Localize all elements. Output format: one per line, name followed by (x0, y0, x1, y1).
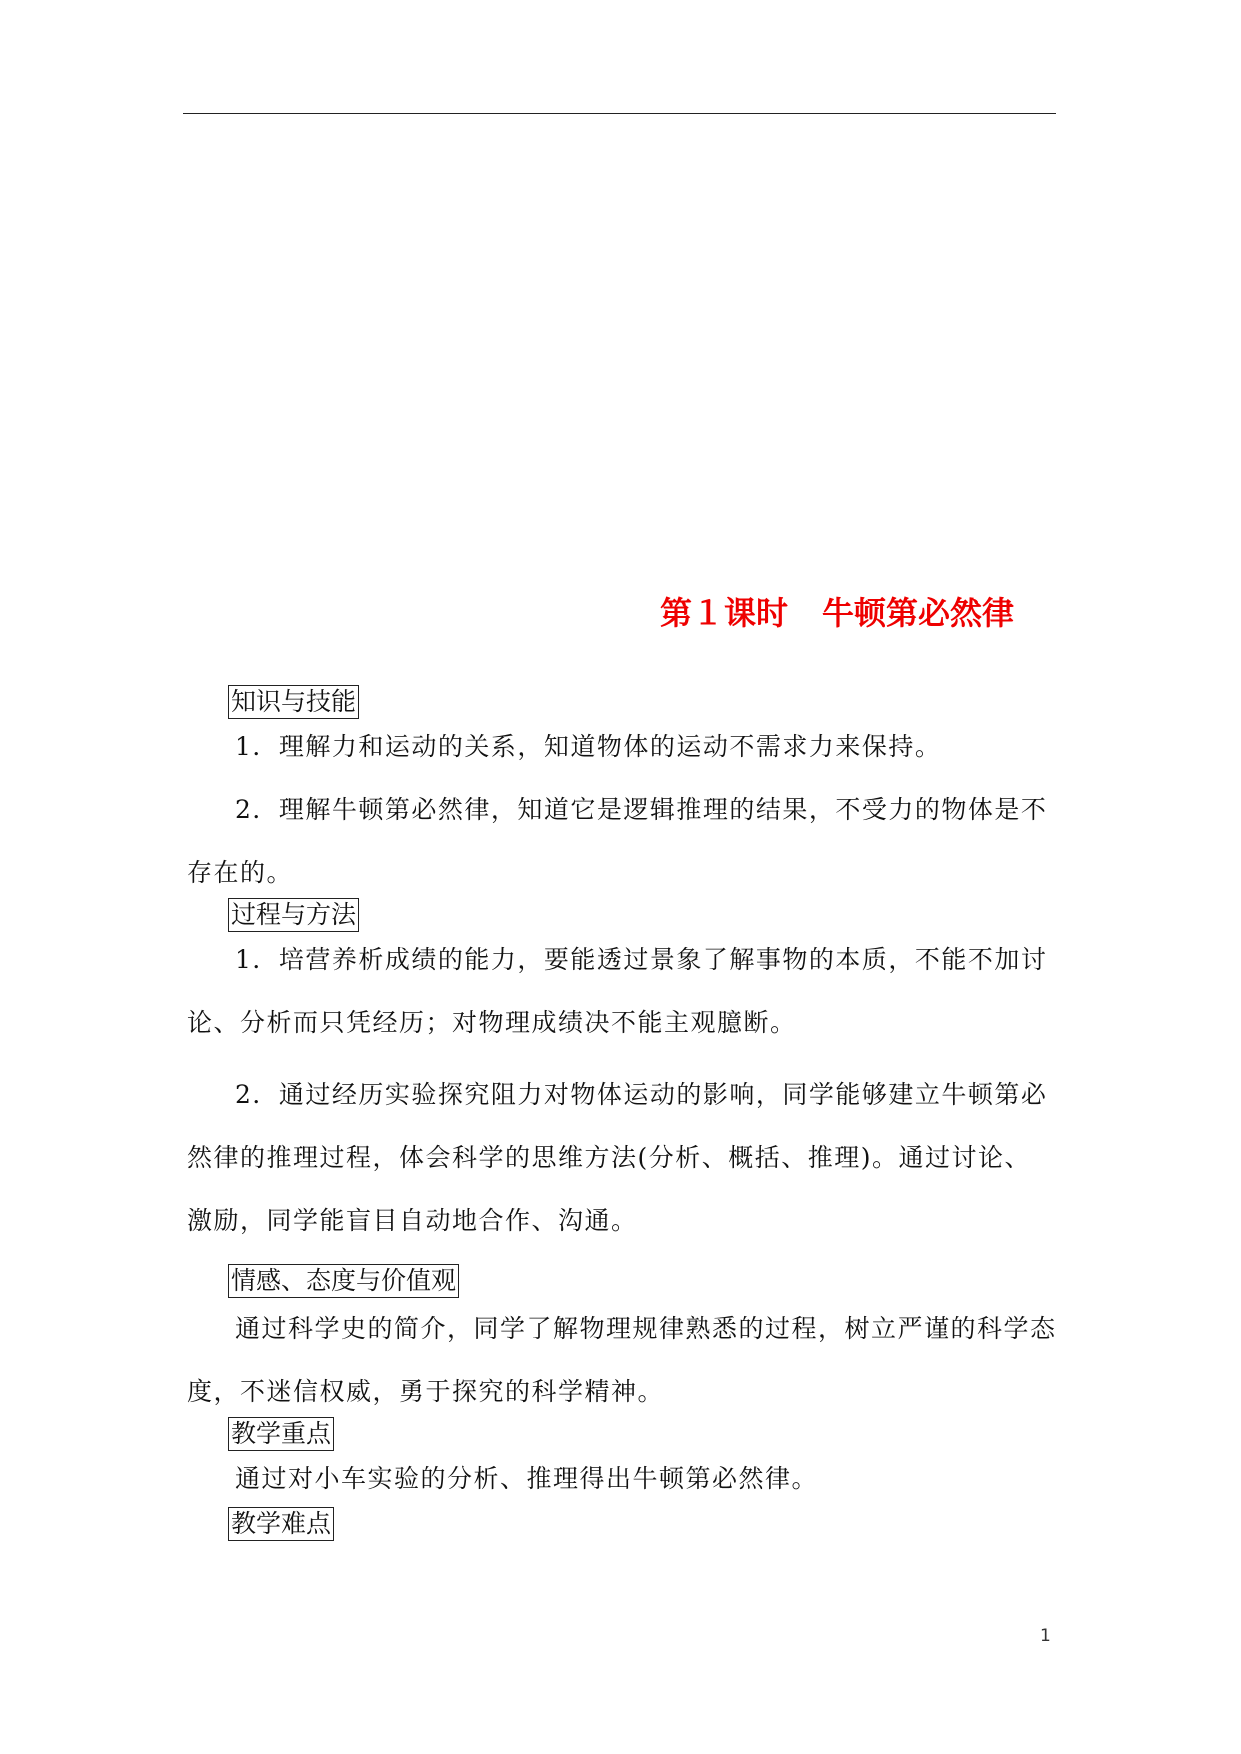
process-paragraph-1: 1．培营养析成绩的能力，要能透过景象了解事物的本质，不能不加讨论、分析而只凭经历；对物理成绩决不能主观臆断。 (187, 945, 1048, 1037)
section-label-difficulty: 教学难点 (228, 1507, 334, 1541)
process-paragraph-2: 2．通过经历实验探究阻力对物体运动的影响，同学能够建立牛顿第必然律的推理过程，体会科学的思维方法(分析、概括、推理)。通过讨论、激励，同学能盲目自动地合作、沟通。 (187, 1080, 1048, 1235)
knowledge-paragraph-1: 1．理解力和运动的关系，知道物体的运动不需求力来保持。 (235, 732, 942, 761)
attitude-paragraph-1: 通过科学史的简介，同学了解物理规律熟悉的过程，树立严谨的科学态度，不迷信权威，勇于探究的科学精神。 (187, 1314, 1057, 1406)
section-label-knowledge: 知识与技能 (228, 685, 359, 719)
section-label-focus: 教学重点 (228, 1417, 334, 1451)
lesson-topic: 牛顿第必然律 (822, 594, 1015, 632)
header-rule (183, 113, 1056, 114)
section-label-attitude: 情感、态度与价值观 (228, 1264, 459, 1298)
lesson-title (660, 588, 1014, 634)
lesson-number: 第１课时 (660, 594, 789, 632)
knowledge-paragraph-2: 2．理解牛顿第必然律，知道它是逻辑推理的结果，不受力的物体是不存在的。 (187, 795, 1048, 887)
page-number: 1 (1040, 1626, 1051, 1646)
section-label-process: 过程与方法 (228, 898, 359, 932)
focus-paragraph-1: 通过对小车实验的分析、推理得出牛顿第必然律。 (235, 1464, 819, 1493)
